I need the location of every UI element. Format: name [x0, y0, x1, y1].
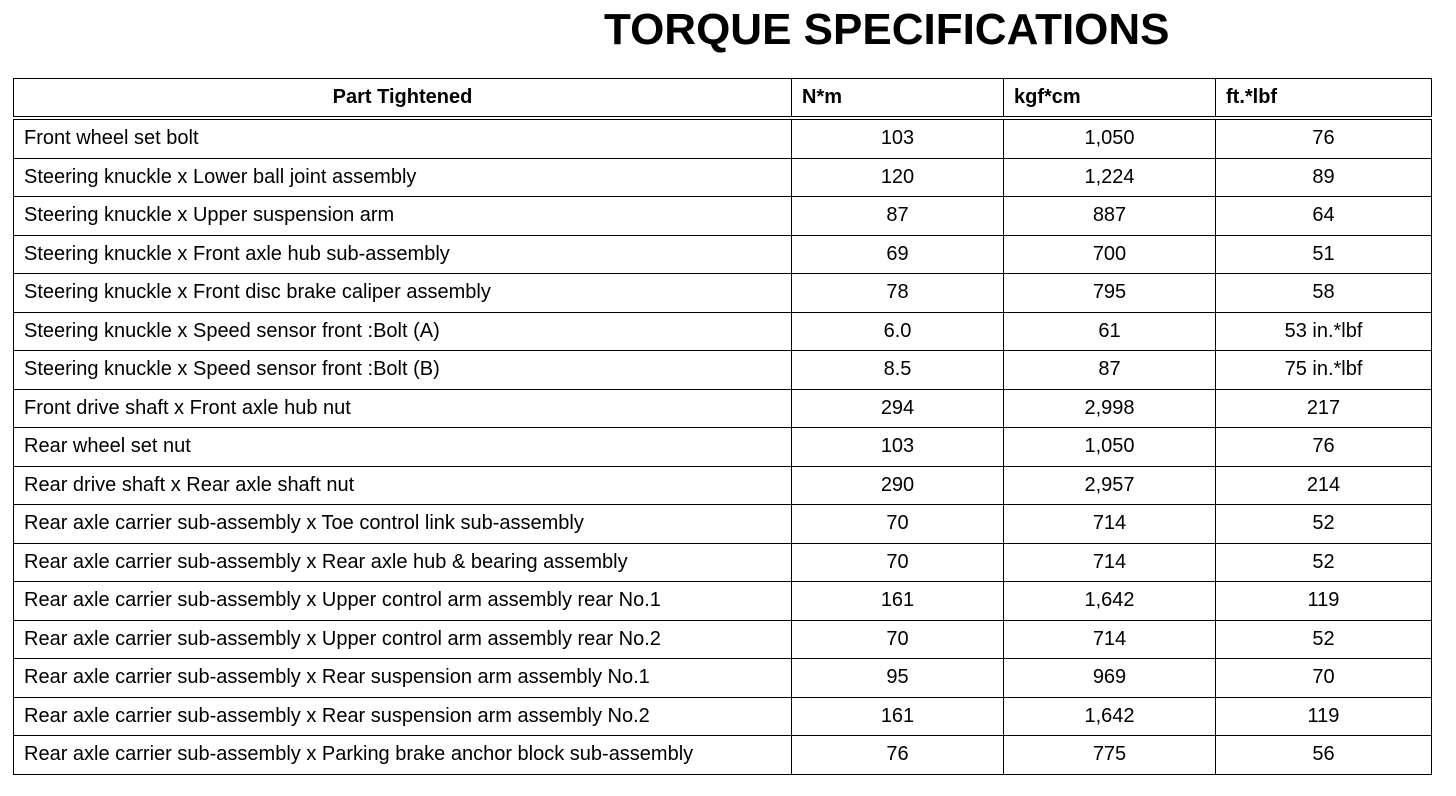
table-body [14, 118, 1432, 774]
cell-ftlbf: 53 in.*lbf [1216, 312, 1432, 351]
table-row [14, 659, 1432, 698]
cell-nm: 70 [792, 505, 1004, 544]
cell-part: Rear axle carrier sub-assembly x Rear suspension arm assembly No.1 [14, 659, 792, 698]
cell-kgfcm: 775 [1004, 736, 1216, 775]
cell-part: Front wheel set bolt [14, 118, 792, 158]
cell-part: Rear axle carrier sub-assembly x Rear suspension arm assembly No.2 [14, 697, 792, 736]
cell-part: Steering knuckle x Front axle hub sub-assembly [14, 235, 792, 274]
torque-spec-table [13, 78, 1432, 775]
cell-part: Rear axle carrier sub-assembly x Parking brake anchor block sub-assembly [14, 736, 792, 775]
table-row [14, 389, 1432, 428]
table-row [14, 351, 1432, 390]
table-header [14, 79, 1432, 119]
cell-kgfcm: 887 [1004, 197, 1216, 236]
cell-part: Steering knuckle x Speed sensor front :Bolt (B) [14, 351, 792, 390]
cell-kgfcm: 1,642 [1004, 582, 1216, 621]
cell-kgfcm: 1,050 [1004, 118, 1216, 158]
table-row [14, 274, 1432, 313]
table-row [14, 543, 1432, 582]
cell-part: Steering knuckle x Front disc brake caliper assembly [14, 274, 792, 313]
cell-kgfcm: 969 [1004, 659, 1216, 698]
header-part-tightened: Part Tightened [14, 79, 792, 119]
table-row [14, 197, 1432, 236]
cell-ftlbf: 214 [1216, 466, 1432, 505]
cell-ftlbf: 51 [1216, 235, 1432, 274]
cell-kgfcm: 61 [1004, 312, 1216, 351]
table-row [14, 466, 1432, 505]
table-row [14, 697, 1432, 736]
cell-kgfcm: 2,998 [1004, 389, 1216, 428]
cell-kgfcm: 1,642 [1004, 697, 1216, 736]
table-row [14, 235, 1432, 274]
table-row [14, 158, 1432, 197]
cell-nm: 69 [792, 235, 1004, 274]
cell-kgfcm: 714 [1004, 505, 1216, 544]
cell-nm: 103 [792, 118, 1004, 158]
cell-part: Rear wheel set nut [14, 428, 792, 467]
cell-kgfcm: 700 [1004, 235, 1216, 274]
header-kgfcm: kgf*cm [1004, 79, 1216, 119]
table-row [14, 582, 1432, 621]
header-ftlbf: ft.*lbf [1216, 79, 1432, 119]
cell-kgfcm: 1,224 [1004, 158, 1216, 197]
cell-nm: 290 [792, 466, 1004, 505]
cell-ftlbf: 56 [1216, 736, 1432, 775]
cell-nm: 294 [792, 389, 1004, 428]
table-row [14, 505, 1432, 544]
cell-nm: 103 [792, 428, 1004, 467]
cell-part: Rear axle carrier sub-assembly x Upper control arm assembly rear No.2 [14, 620, 792, 659]
cell-ftlbf: 52 [1216, 620, 1432, 659]
cell-nm: 6.0 [792, 312, 1004, 351]
cell-nm: 76 [792, 736, 1004, 775]
cell-ftlbf: 64 [1216, 197, 1432, 236]
table-row [14, 620, 1432, 659]
cell-nm: 161 [792, 697, 1004, 736]
header-nm: N*m [792, 79, 1004, 119]
cell-nm: 95 [792, 659, 1004, 698]
cell-nm: 120 [792, 158, 1004, 197]
table-row [14, 736, 1432, 775]
cell-ftlbf: 89 [1216, 158, 1432, 197]
cell-kgfcm: 2,957 [1004, 466, 1216, 505]
cell-ftlbf: 119 [1216, 697, 1432, 736]
cell-part: Steering knuckle x Lower ball joint assembly [14, 158, 792, 197]
cell-ftlbf: 52 [1216, 505, 1432, 544]
cell-ftlbf: 119 [1216, 582, 1432, 621]
table-row [14, 312, 1432, 351]
cell-part: Front drive shaft x Front axle hub nut [14, 389, 792, 428]
cell-kgfcm: 87 [1004, 351, 1216, 390]
cell-kgfcm: 1,050 [1004, 428, 1216, 467]
cell-part: Steering knuckle x Speed sensor front :Bolt (A) [14, 312, 792, 351]
cell-part: Rear axle carrier sub-assembly x Toe control link sub-assembly [14, 505, 792, 544]
cell-ftlbf: 58 [1216, 274, 1432, 313]
cell-kgfcm: 714 [1004, 620, 1216, 659]
cell-part: Rear axle carrier sub-assembly x Rear axle hub & bearing assembly [14, 543, 792, 582]
header-row [14, 79, 1432, 119]
cell-part: Rear axle carrier sub-assembly x Upper control arm assembly rear No.1 [14, 582, 792, 621]
cell-part: Rear drive shaft x Rear axle shaft nut [14, 466, 792, 505]
cell-kgfcm: 795 [1004, 274, 1216, 313]
cell-ftlbf: 76 [1216, 428, 1432, 467]
cell-nm: 161 [792, 582, 1004, 621]
table-row [14, 428, 1432, 467]
cell-ftlbf: 217 [1216, 389, 1432, 428]
cell-ftlbf: 75 in.*lbf [1216, 351, 1432, 390]
cell-ftlbf: 70 [1216, 659, 1432, 698]
cell-kgfcm: 714 [1004, 543, 1216, 582]
cell-nm: 78 [792, 274, 1004, 313]
cell-nm: 8.5 [792, 351, 1004, 390]
cell-ftlbf: 76 [1216, 118, 1432, 158]
cell-nm: 70 [792, 620, 1004, 659]
table-row [14, 118, 1432, 158]
cell-nm: 87 [792, 197, 1004, 236]
page-title: TORQUE SPECIFICATIONS [604, 5, 1170, 54]
cell-nm: 70 [792, 543, 1004, 582]
cell-ftlbf: 52 [1216, 543, 1432, 582]
cell-part: Steering knuckle x Upper suspension arm [14, 197, 792, 236]
